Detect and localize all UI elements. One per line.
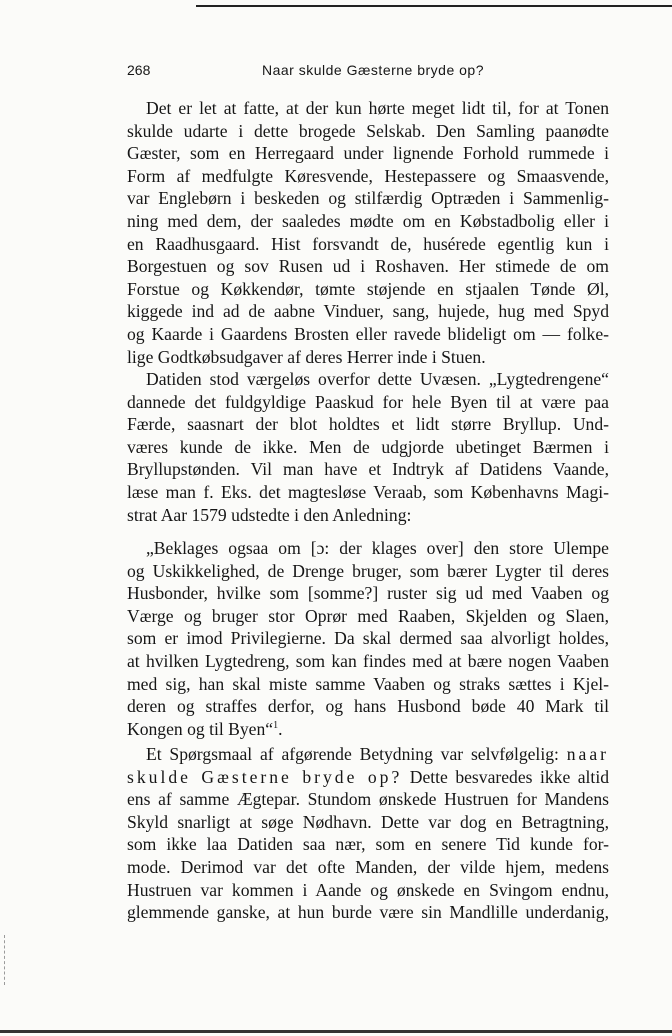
quote-line: deren og straffes derfor, og hans Husbond bøde 40 Mark til [127,696,609,717]
question-intro: Et Spørgsmaal af afgørende Betydning var selvfølgelig: [146,744,559,764]
text-line: Forstue og Køkkendør, tømte støjende en stjaalen Tønde Øl, [127,278,609,299]
text-line: Borgestuen og sov Rusen ud i Roshaven. Her stimede de om [127,256,609,277]
bottom-rule [0,1030,672,1033]
text-line: var Englebørn i beskeden og stilfærdig Optræden i Sammenlig- [127,188,609,209]
text-line: en Raadhusgaard. Hist forsvandt de, husérede egentlig kun i [127,233,609,254]
quote-line: at hvilken Lygtedreng, som kan findes med at bære nogen Vaaben [127,650,609,671]
text-line: læse man f. Eks. det magtesløse Veraab, som Københavns Magi- [127,481,609,502]
quote-line: som er imod Privilegierne. Da skal dermed saa alvorligt holdes, [127,628,609,649]
text-line: skulde udarte i dette brogede Selskab. Den Samling paanødte [127,120,609,141]
text-line: dannede det fuldgyldige Paaskud for hele Byen til at være paa [127,391,609,412]
quote-line: „Beklages ogsaa om [ɔ: der klages over] den store Ulempe [146,538,609,558]
paragraph-3 [127,743,609,924]
quotation-block [127,537,609,740]
text-line: glemmende ganske, at hun burde være sin Mandlille underdanig, [127,902,609,923]
text-line: ens af samme Ægtepar. Stundom ønskede Hustruen for Mandens [127,789,609,810]
spaced-emphasis: naar [566,744,609,764]
text-line: Datiden stod værgeløs overfor dette Uvæsen. „Lygtedrengene“ [146,369,609,389]
text-line: strat Aar 1579 udstedte i den Anledning: [127,504,412,525]
quote-end-text: Kongen og til Byen“ [127,718,274,739]
scan-edge-mark [4,935,6,985]
quote-line: Husbonder, hvilke som [somme?] ruster sig ud med Vaaben og [127,583,609,604]
paragraph-2 [127,368,609,526]
text-line: Det er let at fatte, at der kun hørte meget lidt til, for at Tonen [146,98,609,118]
page-number: 268 [127,62,151,78]
running-title: Naar skulde Gæsterne bryde op? [262,62,484,78]
quote-line: Værge og bruger stor Oprør med Raaben, Skjelden og Slaen, [127,605,609,626]
text-line: ning med dem, der saaledes mødte om en Købstadbolig eller i [127,210,609,231]
text-line: mode. Derimod var det ofte Manden, der vilde hjem, medens [127,856,609,877]
spaced-emphasis: skulde Gæsterne bryde op? [127,766,403,787]
text-line [127,766,609,789]
footnote-marker: 1 [273,719,279,731]
text-line: væres kunde de ikke. Men de udgjorde ubetinget Bærmen i [127,436,609,457]
quote-line [127,718,609,741]
quote-line: og Uskikkelighed, de Drenge bruger, som bærer Lygter til deres [127,560,609,581]
quote-line: med sig, han skal miste samme Vaaben og straks sættes i Kjel- [127,673,609,694]
text-line: kiggede ind ad de aabne Vinduer, sang, hujede, hug med Spyd [127,301,609,322]
text-line: Hustruen var kommen i Aande og ønskede en Svingom endnu, [127,879,609,900]
text-line: som ikke laa Datiden saa nær, som en senere Tid kunde for- [127,834,609,855]
paragraph-1 [127,97,609,368]
text-line: Færde, saasnart der blot holdtes et lidt større Bryllup. Und- [127,414,609,435]
page-header [127,62,609,82]
text-line [127,743,609,766]
question-answer: Dette besvaredes ikke altid [409,766,609,787]
top-rule [196,5,672,7]
text-line: lige Godtkøbsudgaver af deres Herrer inde i Stuen. [127,346,486,367]
text-line: Skyld snarligt at søge Nødhavn. Dette var dog en Betragtning, [127,811,609,832]
text-line: og Kaarde i Gaardens Brosten eller ravede blideligt om — folke- [127,323,609,344]
quote-period: . [278,718,283,739]
text-line: Gæster, som en Herregaard under lignende Forhold rummede i [127,143,609,164]
text-line: Bryllupstønden. Vil man have et Indtryk af Datidens Vaande, [127,459,609,480]
text-line: Form af medfulgte Køresvende, Hestepassere og Smaasvende, [127,165,609,186]
